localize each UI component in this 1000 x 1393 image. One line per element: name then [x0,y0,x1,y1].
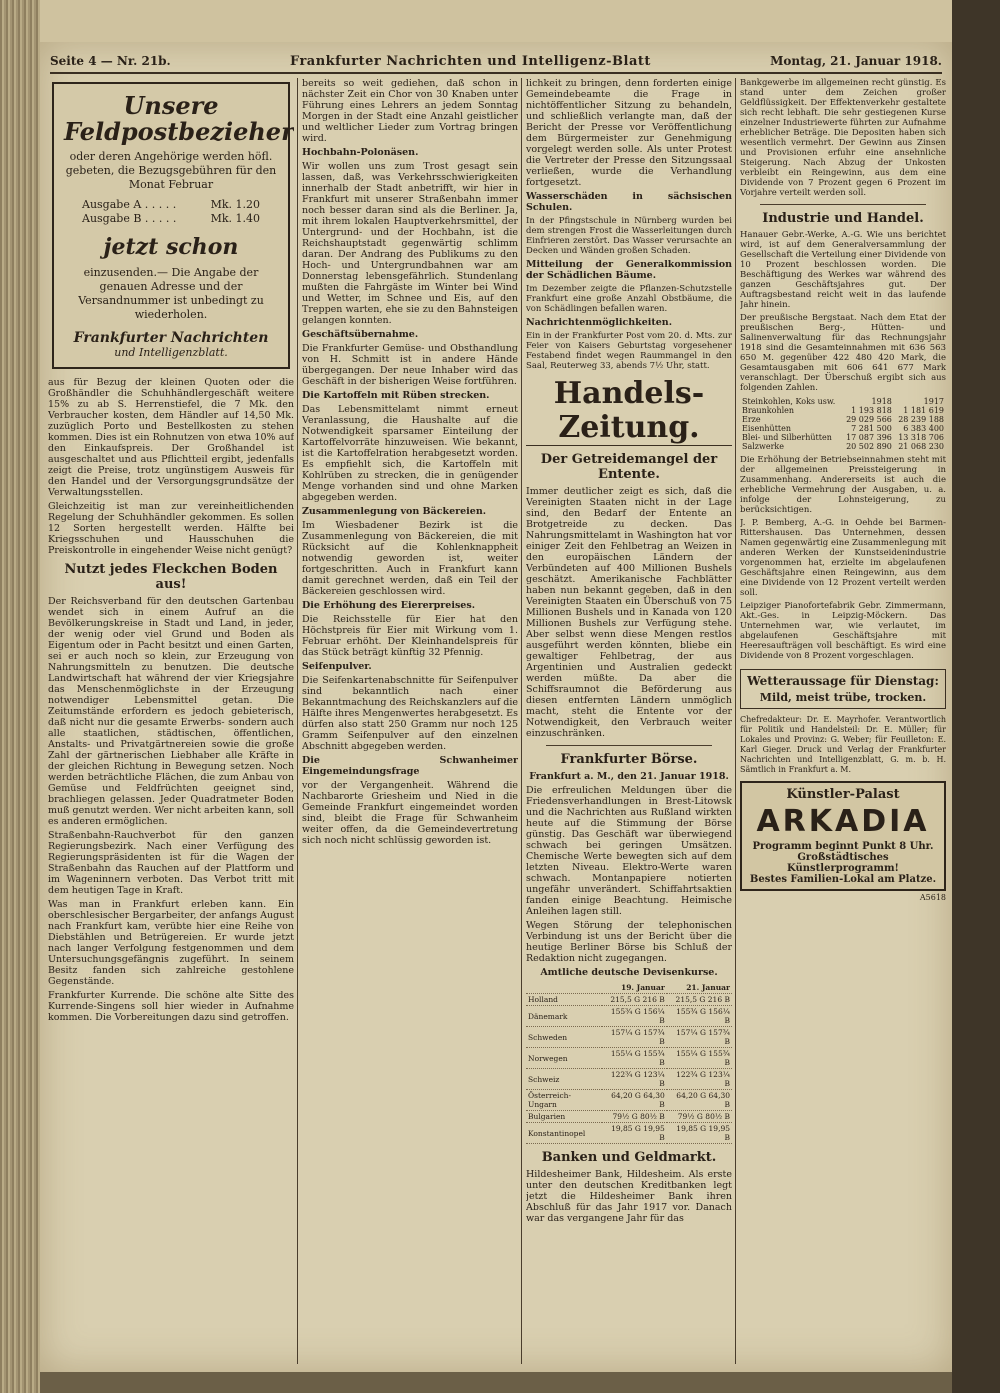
article-paragraph: Die Erhöhung der Betriebseinnahmen steht mit der allgemeinen Preissteigerung in Zusammenhang. Andererseits ist auch die erhebliche Vermehrung der Ausgaben, u. a. infolge der Lohnsteigerung, zu berücksichtigen. [740,455,946,515]
article-paragraph: Das Lebensmittelamt nimmt erneut Veranlassung, die Haushalte auf die Notwendigkeit sparsamer Einteilung der Kartoffelvorräte hinzuweisen. Wie bekannt, ist die Kartoffelration herabgesetzt worden. Es empfiehlt sich, die Kartoffeln mit Kohlrüben zu strecken, die in genügender Menge vorhanden sind und ohne Marken abgegeben werden. [302,404,518,503]
article-paragraph: Die Seifenkartenabschnitte für Seifenpulver sind bekanntlich nach einer Bekanntmachung des Reichskanzlers auf die Hälfte ihres Mengenwertes herabgesetzt. Es dürfen also statt 250 Gramm nur noch 125 Gramm Seifenpulver auf den einzelnen Abschnitt abgegeben werden. [302,675,518,752]
article-subheading: Geschäftsübernahme. [302,329,419,340]
article-paragraph: Leipziger Pianofortefabrik Gebr. Zimmermann, Akt.-Ges. in Leipzig-Möckern. Das Unternehmen war, wie verlautet, im abgelaufenen Geschäftsjahre mit Heeresaufträgen voll beschäftigt. Es wird eine Dividende von 8 Prozent vorgeschlagen. [740,601,946,661]
arkadia-name: ARKADIA [756,804,930,839]
article-paragraph: Frankfurter Kurrende. Die schöne alte Sitte des Kurrende-Singens soll hier wieder in Aufnahme kommen. Die Vorbereitungen dazu sind getroffen. [48,990,294,1023]
table-cell: Salzwerke [742,442,785,451]
table-row [740,433,946,442]
column-rule [521,78,522,1364]
ad-price-row-a [64,198,278,212]
article-paragraph: aus für Bezug der kleinen Quoten oder die Großhändler die Schuhhändlergeschäft weitere 15% zu ab S. Herrenstiefel, die 7 Mk. den Verbraucher kosten, dem Händler auf 14,50 Mk. zuzüglich Porto und Bestellkosten zu stehen kommen. Dies ist ein Rohnutzen von etwa 10% auf den Einkaufspreis. Der Großhandel ist ausgeschaltet und aus Pflichtteil ergibt, jedenfalls zeigt die Preise, trotz ungünstigem Ausweis für den Handel und der Versorgungsgrundsätze der Verwaltungsstellen. [48,377,294,498]
table-cell: 17 087 396 [846,433,892,442]
column-1 [48,78,294,1364]
article-heading: Industrie und Handel. [762,211,924,226]
ausgabe-a-label: Ausgabe A . . . . . [82,198,177,211]
table-cell: 19,85 G 19,95 B [667,1123,732,1144]
ad-id: A5618 [919,893,946,902]
article-paragraph: bereits so weit gediehen, daß schon in nächster Zeit ein Chor von 30 Knaben unter Führung eines Lehrers an jedem Sonntag Morgen in der Stadt eine Anzahl geistlicher und weltlicher Lieder zum Vortrag bringen wird. [302,78,518,144]
article-paragraph: Die erfreulichen Meldungen über die Friedensverhandlungen in Brest-Litowsk und die Nachrichten aus Rußland wirkten heute auf die Stimmung der Börse günstig. Das Geschäft war überwiegend schwach bei geringen Umsätzen. Chemische Werte bewegten sich auf dem letzten Niveau. Elektro-Werte waren schwach. Montanpapiere notierten ungefähr unverändert. Schiffahrtsaktien fanden einige Beachtung. Heimische Anleihen lagen still. [526,785,732,917]
article-subheading: Die Schwanheimer Eingemeindungsfrage [302,755,518,777]
table-cell: Erze [742,415,761,424]
header-left: Seite 4 — Nr. 21b. [50,54,171,68]
table-row [740,424,946,433]
article-paragraph: Der Reichsverband für den deutschen Gartenbau wendet sich in einem Aufruf an die Bevölkerungskreise in Stadt und Land, in jeder, der wenig oder viel Grund und Boden als Eigentum oder in Pacht besitzt und einen Garten, sei er auch noch so klein, zur Erzeugung von Nahrungsmitteln zu benutzen. Die deutsche Landwirtschaft hat während der vier Kriegsjahre das Menschenmöglichste in der Erzeugung notwendiger Lebensmittel getan. Die Zeitumstände erfordern es jedoch gebieterisch, daß nicht nur die gesamte Erwerbs- sondern auch alle staatlichen, städtischen, öffentlichen, Anstalts- und Privatgärtnereien sowie die große Zahl der gärtnerischen Liebhaber alle Kräfte in der gleichen Richtung in Bewegung setzen. Noch werden beträchtliche Flächen, die zum Anbau von Gemüse und Feldfrüchten geeignet sind, brachliegen gelassen. Jeder Quadratmeter Boden muß genutzt werden. Wer nicht arbeiten kann, soll es anderen ermöglichen. [48,596,294,827]
section-divider [546,745,712,746]
table-cell: Österreich-Ungarn [526,1090,602,1111]
table-cell: 79½ G 80½ B [667,1111,732,1123]
table-cell: Dänemark [526,1006,602,1027]
dateline: Frankfurt a. M., den 21. Januar 1918. [529,771,729,782]
impressum: Chefredakteur: Dr. E. Mayrhofer. Verantwortlich für Politik und Handelsteil: Dr. E. Müller; für Lokales und Provinz: G. Weber; für Feuilleton: E. Karl Gieger. Druck und Verlag der Frankfurter Nachrichten und Intelligenzblatt, G. m. b. H. Sämtlich in Frankfurt a. M. [740,715,946,774]
table-cell: Blei- und Silberhütten [742,433,832,442]
table-cell: Braunkohlen [742,406,795,415]
article-subheading: Die Kartoffeln mit Rüben strecken. [302,390,490,401]
table-cell: 20 502 890 [846,442,892,451]
page-binding [0,0,40,1393]
arkadia-heading: Künstler-Palast [786,787,900,802]
article-paragraph: In der Pfingstschule in Nürnberg wurden bei dem strengen Frost die Wasserleitungen durch Einfrieren zerstört. Das Wasser verursachte an Decken und Wänden großen Schaden. [526,216,732,256]
column-2 [302,78,518,1364]
article-paragraph: Wegen Störung der telephonischen Verbindung ist uns der Bericht über die heutige Berliner Börse bis Schluß der Redaktion nicht zugegangen. [526,920,732,964]
devisen-table [526,982,732,1144]
article-subheading: Seifenpulver. [302,661,372,672]
table-cell: 6 383 400 [903,424,944,433]
article-subheading: Zusammenlegung von Bäckereien. [302,506,487,517]
header-date: Montag, 21. Januar 1918. [770,54,942,68]
table-cell: 155¼ G 155¾ B [602,1048,667,1069]
masthead-title: Frankfurter Nachrichten und Intelligenz-Blatt [289,53,651,69]
ad-title-line1: Unsere [123,91,219,120]
article-paragraph: Gleichzeitig ist man zur vereinheitlichenden Regelung der Schuhhändler gekommen. Es sollen 12 Sorten hergestellt werden. Hälfte bei Kriegsschuhen und Hausschuhen die Preiskontrolle in eingehender Weise nicht genügt? [48,501,294,556]
table-cell: 155¾ G 156¼ B [602,1006,667,1027]
article-subheading: Wasserschäden in sächsischen Schulen. [526,191,732,213]
article-paragraph: Im Dezember zeigte die Pflanzen-Schutzstelle Frankfurt eine große Anzahl Obstbäume, die von Schädlingen befallen waren. [526,284,732,314]
table-cell: 1918 [871,397,892,406]
table-cell: 1 181 619 [903,406,944,415]
arkadia-line: Bestes Familien-Lokal am Platze. [749,874,937,885]
arkadia-advertisement [740,781,946,891]
ad-price-row-b [64,212,278,226]
table-cell: 28 239 188 [898,415,944,424]
arkadia-line: Großstädtisches Künstlerprogramm! [787,852,899,874]
column-3 [526,78,732,1364]
ausgabe-a-price: Mk. 1.20 [210,198,260,211]
table-row [526,1111,732,1123]
weather-forecast: Mild, meist trübe, trocken. [759,691,927,704]
article-heading: Der Getreidemangel der Entente. [540,452,718,482]
table-cell: Bulgarien [526,1111,602,1123]
article-subheading: Die Erhöhung des Eiererpreises. [302,600,475,611]
article-subheading: Nachrichtenmöglichkeiten. [526,317,672,328]
article-paragraph: Immer deutlicher zeigt es sich, daß die Vereinigten Staaten nicht in der Lage sind, den Bedarf der Entente an Brotgetreide zu decken. Das Nahrungsmittelamt in Washington hat vor einiger Zeit den Fehlbetrag an Weizen in den europäischen Ländern der Verbündeten auf 400 Millionen Bushels geschätzt. Amerikanische Fachblätter haben nun bekannt gegeben, daß in den Vereinigten Staaten ein Überschuß von 75 Millionen Bushels und in Kanada von 120 Millionen Bushels zur Verfügung stehe. Aber selbst wenn diese Mengen restlos ausgeführt werden könnten, bliebe ein gewaltiger Fehlbetrag, der aus Argentinien und Australien gedeckt werden müßte. Da aber die Schiffsraumnot die Beförderung aus diesen entfernten Ländern unmöglich macht, steht die Entente vor der Notwendigkeit, den Verbrauch weiter einzuschränken. [526,486,732,739]
table-row [740,397,946,406]
article-heading: Banken und Geldmarkt. [541,1150,717,1165]
article-paragraph: vor der Vergangenheit. Während die Nachbarorte Griesheim und Nied in die Gemeinde Frankfurt eingemeindet worden sind, bleibt die Frage für Schwanheim weiter offen, da die Gemeindevertretung sich noch nicht schlüssig geworden ist. [302,780,518,846]
table-cell: 13 318 706 [898,433,944,442]
article-heading: Nutzt jedes Fleckchen Boden aus! [64,562,278,592]
ausgabe-b-price: Mk. 1.40 [210,212,260,225]
table-cell: 1 193 818 [851,406,892,415]
table-cell: Holland [526,994,602,1006]
table-row [740,406,946,415]
table-row [526,1069,732,1090]
article-paragraph: Wir wollen uns zum Trost gesagt sein lassen, daß, was Verkehrsschwierigkeiten innerhalb der Stadt anbetrifft, wir hier in Frankfurt mit unserer Straßenbahn immer noch besser daran sind als die Berliner. Ja, mit ihrem lokalen Hauptverkehrsmittel, der Untergrund- und der Hochbahn, ist die Reichshauptstadt gegenwärtig schlimm daran. Der Andrang des Publikums zu den Hoch- und Untergrundbahnen war am Donnerstag lebensgefährlich. Stundenlang mußten die Fahrgäste im Winter bei Wind und Wetter, im Schnee und Eis, auf den Treppen warten, ehe sie zu den Bahnsteigen gelangen konnten. [302,161,518,326]
article-paragraph: lichkeit zu bringen, denn forderten einige Gemeindebeamte die Frage in nichtöffentlicher Sitzung zu behandeln, und schließlich verlangte man, daß der Bericht der Presse vor Veröffentlichung dem Bürgermeister zur Genehmigung vorgelegt werden solle. Als unter Protest die Vertreter der Presse den Sitzungssaal verließen, wurde die Verhandlung fortgesetzt. [526,78,732,188]
article-paragraph: Hildesheimer Bank, Hildesheim. Als erste unter den deutschen Kreditbanken legt jetzt die Hildesheimer Bank ihren Abschluß für das Jahr 1917 vor. Danach war das vergangene Jahr für das [526,1169,732,1224]
table-cell: Schweden [526,1027,602,1048]
article-paragraph: Im Wiesbadener Bezirk ist die Zusammenlegung von Bäckereien, die mit Rücksicht auf die Kohlenknappheit notwendig geworden ist, weiter fortgeschritten. Auch in Frankfurt kann damit gerechnet werden, daß ein Teil der Bäckereien geschlossen wird. [302,520,518,597]
table-row [526,994,732,1006]
ausgabe-b-label: Ausgabe B . . . . . [82,212,177,225]
table-cell: 215,5 G 216 B [667,994,732,1006]
page-top-edge [40,0,952,42]
table-cell: 122¾ G 123¼ B [667,1069,732,1090]
article-paragraph: Ein in der Frankfurter Post vom 20. d. Mts. zur Feier von Kaisers Geburtstag vorgesehener Festabend findet wegen Raummangel in den Saal, Reuterweg 33, abends 7½ Uhr, statt. [526,331,732,371]
weather-box [740,669,946,709]
ad-publisher: Frankfurter Nachrichten [73,330,269,346]
table-row [526,1048,732,1069]
table-cell: 122¾ G 123¼ B [602,1069,667,1090]
table-header-cell: 19. Januar [602,982,667,994]
table-cell: 215,5 G 216 B [602,994,667,1006]
article-paragraph: Die Reichsstelle für Eier hat den Höchstpreis für Eier mit Wirkung vom 1. Februar erhöht. Der Kleinhandelspreis für das Stück beträgt künftig 32 Pfennig. [302,614,518,658]
table-cell: 64,20 G 64,30 B [667,1090,732,1111]
table-cell: 1917 [923,397,944,406]
table-cell: Norwegen [526,1048,602,1069]
table-cell: 155¾ G 156¼ B [667,1006,732,1027]
table-title: Amtliche deutsche Devisenkurse. [540,967,718,978]
article-paragraph: Hanauer Gebr.-Werke, A.-G. Wie uns berichtet wird, ist auf dem Generalversammlung der Gesellschaft die Verteilung einer Dividende von 10 Prozent beschlossen worden. Die Beschäftigung des Werkes war während des ganzen Geschäftsjahres gut. Der Auftragsbestand reicht weit in das laufende Jahr hinein. [740,230,946,310]
table-cell: 29 029 566 [846,415,892,424]
handels-zeitung-title: Handels-Zeitung. [526,377,732,446]
arkadia-line: Programm beginnt Punkt 8 Uhr. [752,841,934,852]
article-paragraph: Der preußische Bergstaat. Nach dem Etat der preußischen Berg-, Hütten- und Salinenverwaltung für das Rechnungsjahr 1918 sind die Gesamteinnahmen mit 636 563 650 M. gegenüber 422 480 420 Mark, die Gesamtausgaben mit 606 641 677 Mark veranschlagt. Der Überschuß ergibt sich aus folgenden Zahlen. [740,313,946,393]
table-header-cell: 21. Januar [667,982,732,994]
production-table [740,397,946,451]
ad-title-line2: Feldpostbezieher [64,117,294,146]
column-4 [740,78,946,1364]
table-cell: 157¼ G 157¾ B [667,1027,732,1048]
table-cell: 157¼ G 157¾ B [602,1027,667,1048]
table-row [740,442,946,451]
page-header [50,50,942,74]
article-paragraph: Bankgewerbe im allgemeinen recht günstig. Es stand unter dem Zeichen großer Geldflüssigkeit. Der Effektenverkehr gestaltete sich recht lebhaft. Die sehr gestiegenen Kurse einzelner Industriewerte führten zur Aufnahme erheblicher Beträge. Die Depositen haben sich wesentlich vermehrt. Der Gewinn aus Zinsen und Provisionen erfuhr eine ansehnliche Steigerung. Nach Abzug der Unkosten verbleibt ein Reingewinn, aus dem eine Dividende von 7 Prozent gegen 6 Prozent im Vorjahre verteilt werden soll. [740,78,946,198]
table-row [740,415,946,424]
table-cell: Konstantinopel [526,1123,602,1144]
ad-jetzt-schon: jetzt schon [103,234,239,260]
ad-text: oder deren Angehörige werden höfl. gebeten, die Bezugsgebühren für den Monat Februar [65,150,277,191]
article-subheading: Hochbahn-Polonäsen. [302,147,419,158]
article-subheading: Mitteilung der Generalkommission der Schädlichen Bäume. [526,259,732,281]
newspaper-page [40,42,952,1372]
table-cell: 79½ G 80½ B [602,1111,667,1123]
ad-instruction: einzusenden.— Die Angabe der genauen Adresse und der Versandnummer ist unbedingt zu wiederholen. [78,266,264,321]
table-cell: Eisenhütten [742,424,792,433]
table-cell: 155¼ G 155¾ B [667,1048,732,1069]
weather-title: Wetteraussage für Dienstag: [747,674,939,688]
scan-background [952,0,1000,1393]
section-divider [760,204,926,205]
column-rule [735,78,736,1364]
table-row [526,1006,732,1027]
table-cell: 21 068 230 [898,442,944,451]
article-paragraph: Was man in Frankfurt erleben kann. Ein oberschlesischer Bergarbeiter, der anfangs August nach Frankfurt kam, verübte hier eine Reihe von Diebstählen und Betrügereien. Er wurde jetzt nach langer Verfolgung festgenommen und dem Untersuchungsgefängnis zugeführt. In seinem Besitz fanden sich zahlreiche gestohlene Gegenstände. [48,899,294,987]
table-cell: 19,85 G 19,95 B [602,1123,667,1144]
table-cell: 64,20 G 64,30 B [602,1090,667,1111]
feldpost-advertisement [52,82,294,369]
article-paragraph: Straßenbahn-Rauchverbot für den ganzen Regierungsbezirk. Nach einer Verfügung des Regierungspräsidenten ist für die Wagen der Straßenbahn das Rauchen auf der Plattform und im Wageninnern verboten. Das Verbot tritt mit dem heutigen Tage in Kraft. [48,830,294,896]
article-heading: Frankfurter Börse. [560,752,698,767]
table-row [526,1123,732,1144]
article-paragraph: Die Frankfurter Gemüse- und Obsthandlung von H. Schmitt ist in andere Hände übergegangen. Der neue Inhaber wird das Geschäft in der bisherigen Weise fortführen. [302,343,518,387]
article-paragraph: J. P. Bemberg, A.-G. in Oehde bei Barmen-Rittershausen. Das Unternehmen, dessen Namen gegenwärtig eine Zusammenlegung mit anderen Werken der Kunstseidenindustrie vorgenommen hat, erzielte im abgelaufenen Geschäftsjahre einen Reingewinn, aus dem eine Dividende von 12 Prozent verteilt werden soll. [740,518,946,598]
ad-publisher-sub: und Intelligenzblatt. [114,346,228,359]
table-header-cell [526,982,602,994]
column-rule [297,78,298,1364]
table-row [526,1090,732,1111]
table-cell: Steinkohlen, Koks usw. [742,397,836,406]
table-cell: 7 281 500 [851,424,892,433]
table-row [526,1027,732,1048]
table-cell: Schweiz [526,1069,602,1090]
